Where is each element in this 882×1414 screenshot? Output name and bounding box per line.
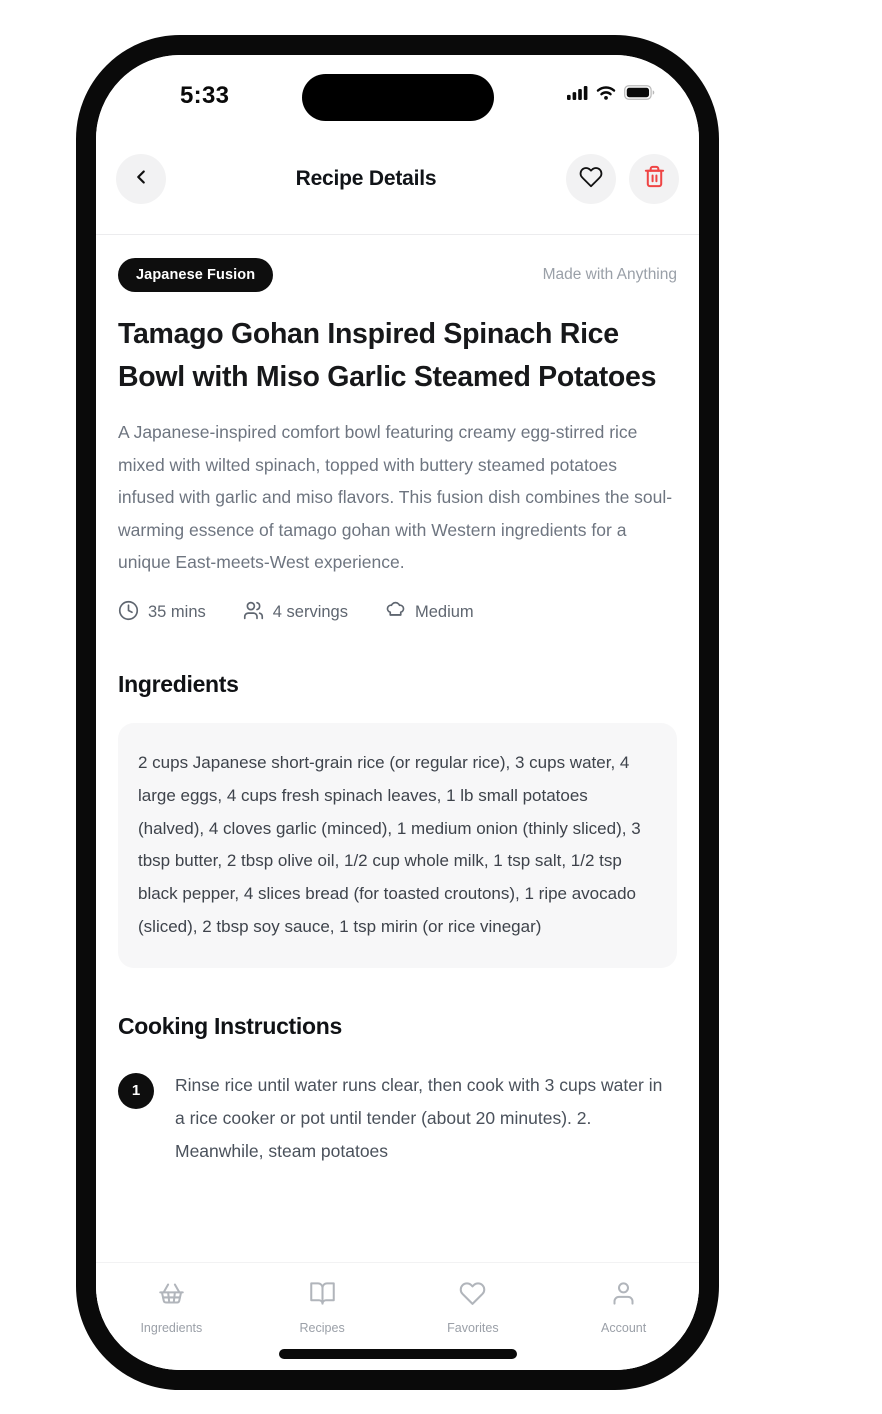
tab-account[interactable] [548, 1280, 699, 1370]
tab-ingredients-label: Ingredients [140, 1321, 203, 1335]
page-title: Recipe Details [295, 167, 437, 190]
users-icon [243, 600, 264, 626]
meta-servings [243, 600, 348, 626]
header [96, 121, 699, 227]
ingredients-box: 2 cups Japanese short-grain rice (or regular rice), 3 cups water, 4 large eggs, 4 cups fresh spinach leaves, 1 lb small potatoes (halved), 4 cloves garlic (minced), 1 medium onion (thinly sliced), 3 tbsp butter, 2 tbsp olive oil, 1/2 cup whole milk, 1 tsp salt, 1/2 tsp black pepper, 4 slices bread (for toasted croutons), 1 ripe avocado (sliced), 2 tbsp soy sauce, 1 tsp mirin (or rice vinegar) [118, 723, 677, 968]
recipe-description: A Japanese-inspired comfort bowl featuring creamy egg-stirred rice mixed with wilted spinach, topped with buttery steamed potatoes infused with garlic and miso flavors. This fusion dish combines the soul-warming essence of tamago gohan with Western ingredients for a unique East-meets-West experience. [118, 422, 673, 573]
status-bar [96, 55, 699, 121]
meta-row [118, 600, 677, 626]
meta-difficulty-label: Medium [414, 603, 474, 622]
cellular-icon [567, 86, 588, 105]
tab-ingredients[interactable] [96, 1280, 247, 1370]
step-text: Rinse rice until water runs clear, then cook with 3 cups water in a rice cooker or pot until tender (about 20 minutes). 2. Meanwhile, steam potatoes [175, 1074, 663, 1161]
book-open-icon [309, 1280, 336, 1312]
basket-icon [158, 1280, 185, 1312]
favorite-button[interactable] [566, 154, 616, 204]
tab-account-label: Account [601, 1321, 647, 1335]
wifi-icon [596, 85, 616, 105]
dynamic-island [302, 74, 494, 121]
clock-icon [118, 600, 139, 626]
meta-time-label: 35 mins [148, 603, 206, 622]
instruction-step [118, 1069, 677, 1168]
instructions-heading: Cooking Instructions [118, 1012, 343, 1039]
status-icons [567, 85, 655, 105]
meta-time [118, 600, 206, 626]
meta-servings-label: 4 servings [272, 603, 348, 622]
source-label: Made with Anything [542, 266, 677, 283]
recipe-title: Tamago Gohan Inspired Spinach Rice Bowl with Miso Garlic Steamed Potatoes [118, 318, 657, 393]
status-time: 5:33 [180, 82, 230, 109]
phone-frame [76, 35, 719, 1390]
meta-difficulty [385, 600, 474, 626]
back-button[interactable] [116, 154, 166, 204]
tab-favorites-label: Favorites [447, 1321, 499, 1335]
battery-icon [624, 85, 655, 105]
delete-button[interactable] [629, 154, 679, 204]
ingredients-heading: Ingredients [118, 670, 239, 697]
user-icon [610, 1280, 637, 1312]
tab-recipes-label: Recipes [299, 1321, 345, 1335]
trash-icon [643, 165, 666, 193]
heart-icon [459, 1280, 486, 1312]
step-number-badge: 1 [118, 1073, 154, 1109]
header-actions [566, 154, 679, 204]
app-screen [96, 55, 699, 1370]
heart-icon [579, 165, 603, 194]
home-indicator[interactable] [279, 1349, 517, 1359]
back-chevron-icon [130, 166, 152, 193]
category-badge: Japanese Fusion [118, 258, 273, 292]
chef-hat-icon [385, 600, 406, 626]
badge-row [118, 258, 677, 292]
recipe-content[interactable] [96, 235, 699, 1270]
